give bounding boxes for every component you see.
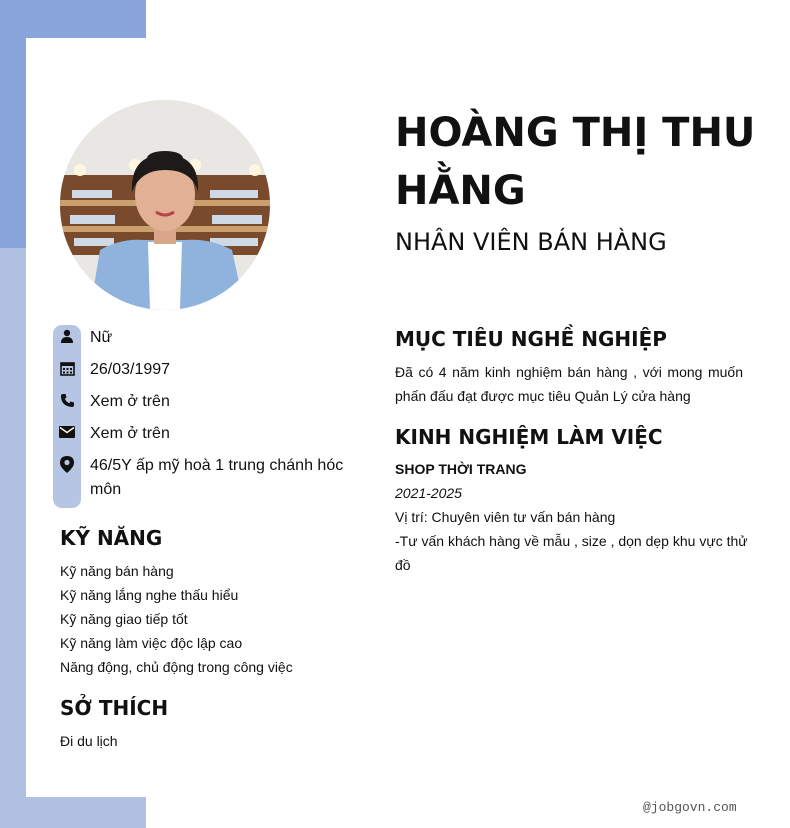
contact-phone-text: Xem ở trên	[90, 393, 170, 410]
experience-heading: KINH NGHIỆM LÀM VIỆC	[395, 425, 663, 449]
contact-address	[59, 454, 344, 498]
contact-birthday-text: 26/03/1997	[90, 361, 171, 378]
person-icon	[59, 328, 75, 344]
experience-period: 2021-2025	[395, 485, 462, 501]
contact-address-text: 46/5Y ấp mỹ hoà 1 trung chánh hóc môn	[90, 457, 344, 498]
experience-position: Vị trí: Chuyên viên tư vấn bán hàng	[395, 509, 616, 525]
skill-item: Kỹ năng bán hàng	[60, 563, 174, 579]
contact-gender-text: Nữ	[90, 329, 113, 346]
location-pin-icon	[59, 456, 75, 472]
candidate-title: NHÂN VIÊN BÁN HÀNG	[395, 228, 667, 256]
experience-company: SHOP THỜI TRANG	[395, 461, 527, 477]
objective-text: Đã có 4 năm kinh nghiệm bán hàng , với mong muốn phấn đấu đạt được mục tiêu Quản Lý cửa hàng	[395, 364, 743, 404]
profile-photo	[60, 100, 270, 310]
hobbies-heading: SỞ THÍCH	[60, 696, 169, 720]
hobby-item: Đi du lịch	[60, 733, 118, 749]
mail-icon	[59, 424, 75, 440]
contact-rail	[53, 325, 81, 508]
calendar-icon	[59, 360, 75, 376]
skill-item: Kỹ năng làm việc độc lập cao	[60, 635, 243, 651]
phone-icon	[59, 392, 75, 408]
skill-item: Kỹ năng giao tiếp tốt	[60, 611, 188, 627]
watermark: @jobgovn.com	[643, 800, 737, 815]
contact-email	[59, 422, 170, 442]
experience-duties: -Tư vấn khách hàng về mẫu , size , dọn dẹp khu vực thử đồ	[395, 533, 748, 573]
objective-heading: MỤC TIÊU NGHỀ NGHIỆP	[395, 327, 667, 351]
skills-heading: KỸ NĂNG	[60, 526, 163, 550]
contact-phone	[59, 390, 170, 410]
contact-email-text: Xem ở trên	[90, 425, 170, 442]
candidate-name: HOÀNG THỊ THU HẰNG	[395, 110, 756, 214]
skill-item: Kỹ năng lắng nghe thấu hiểu	[60, 587, 239, 603]
skill-item: Năng động, chủ động trong công việc	[60, 659, 293, 675]
contact-birthday	[59, 358, 171, 378]
contact-gender	[59, 326, 113, 346]
